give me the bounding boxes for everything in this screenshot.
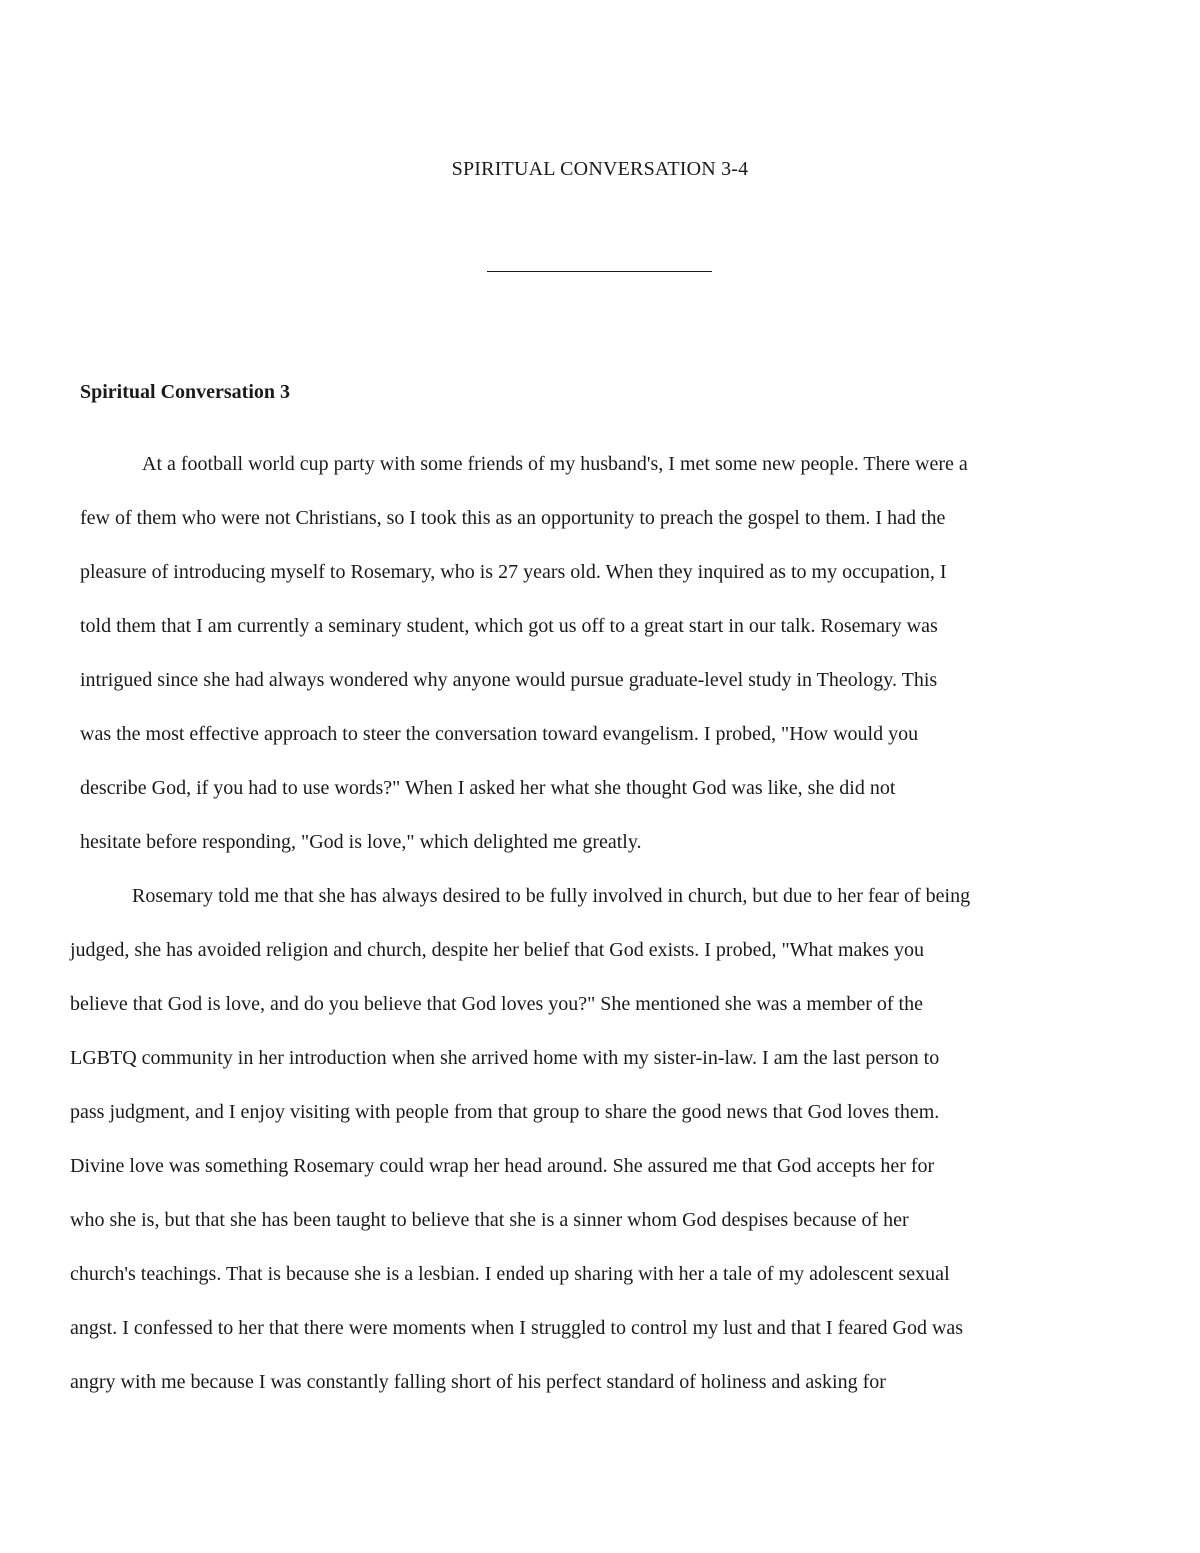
paragraph-line: Divine love was something Rosemary could wrap her head around. She assured me that God accepts her for [70, 1155, 935, 1177]
paragraph-1 [80, 437, 1140, 869]
paragraph-line: describe God, if you had to use words?" When I asked her what she thought God was like, she did not [80, 777, 896, 799]
paragraph-line: church's teachings. That is because she is a lesbian. I ended up sharing with her a tale of my adolescent sexual [70, 1263, 950, 1285]
paragraph-line: angst. I confessed to her that there were moments when I struggled to control my lust and that I feared God was [70, 1317, 964, 1339]
paragraph-line: told them that I am currently a seminary student, which got us off to a great start in our talk. Rosemary was [80, 615, 938, 637]
paragraph-line: intrigued since she had always wondered why anyone would pursue graduate-level study in Theology. This [80, 669, 938, 691]
paragraph-line: judged, she has avoided religion and church, despite her belief that God exists. I probed, "What makes you [70, 939, 925, 961]
paragraph-line: angry with me because I was constantly falling short of his perfect standard of holiness and asking for [70, 1371, 886, 1393]
paragraph-line: pleasure of introducing myself to Rosemary, who is 27 years old. When they inquired as to my occupation, I [80, 561, 947, 583]
paragraph-2 [70, 869, 1140, 1409]
paragraph-line: pass judgment, and I enjoy visiting with people from that group to share the good news that God loves them. [70, 1101, 940, 1123]
paragraph-line: was the most effective approach to steer the conversation toward evangelism. I probed, "How would you [80, 723, 919, 745]
paragraph-line: LGBTQ community in her introduction when she arrived home with my sister-in-law. I am the last person to [70, 1047, 940, 1069]
section-heading: Spiritual Conversation 3 [80, 381, 291, 403]
running-head: SPIRITUAL CONVERSATION 3-4 [451, 158, 749, 180]
name-blank-line [487, 271, 712, 272]
paragraph-line: Rosemary told me that she has always desired to be fully involved in church, but due to her fear of being [132, 885, 971, 907]
paragraph-line: At a football world cup party with some friends of my husband's, I met some new people. There were a [142, 453, 968, 475]
paragraph-line: few of them who were not Christians, so I took this as an opportunity to preach the gospel to them. I had the [80, 507, 946, 529]
paragraph-line: who she is, but that she has been taught to believe that she is a sinner whom God despises because of her [70, 1209, 909, 1231]
paragraph-line: hesitate before responding, "God is love," which delighted me greatly. [80, 831, 642, 853]
paragraph-line: believe that God is love, and do you believe that God loves you?" She mentioned she was a member of the [70, 993, 923, 1015]
